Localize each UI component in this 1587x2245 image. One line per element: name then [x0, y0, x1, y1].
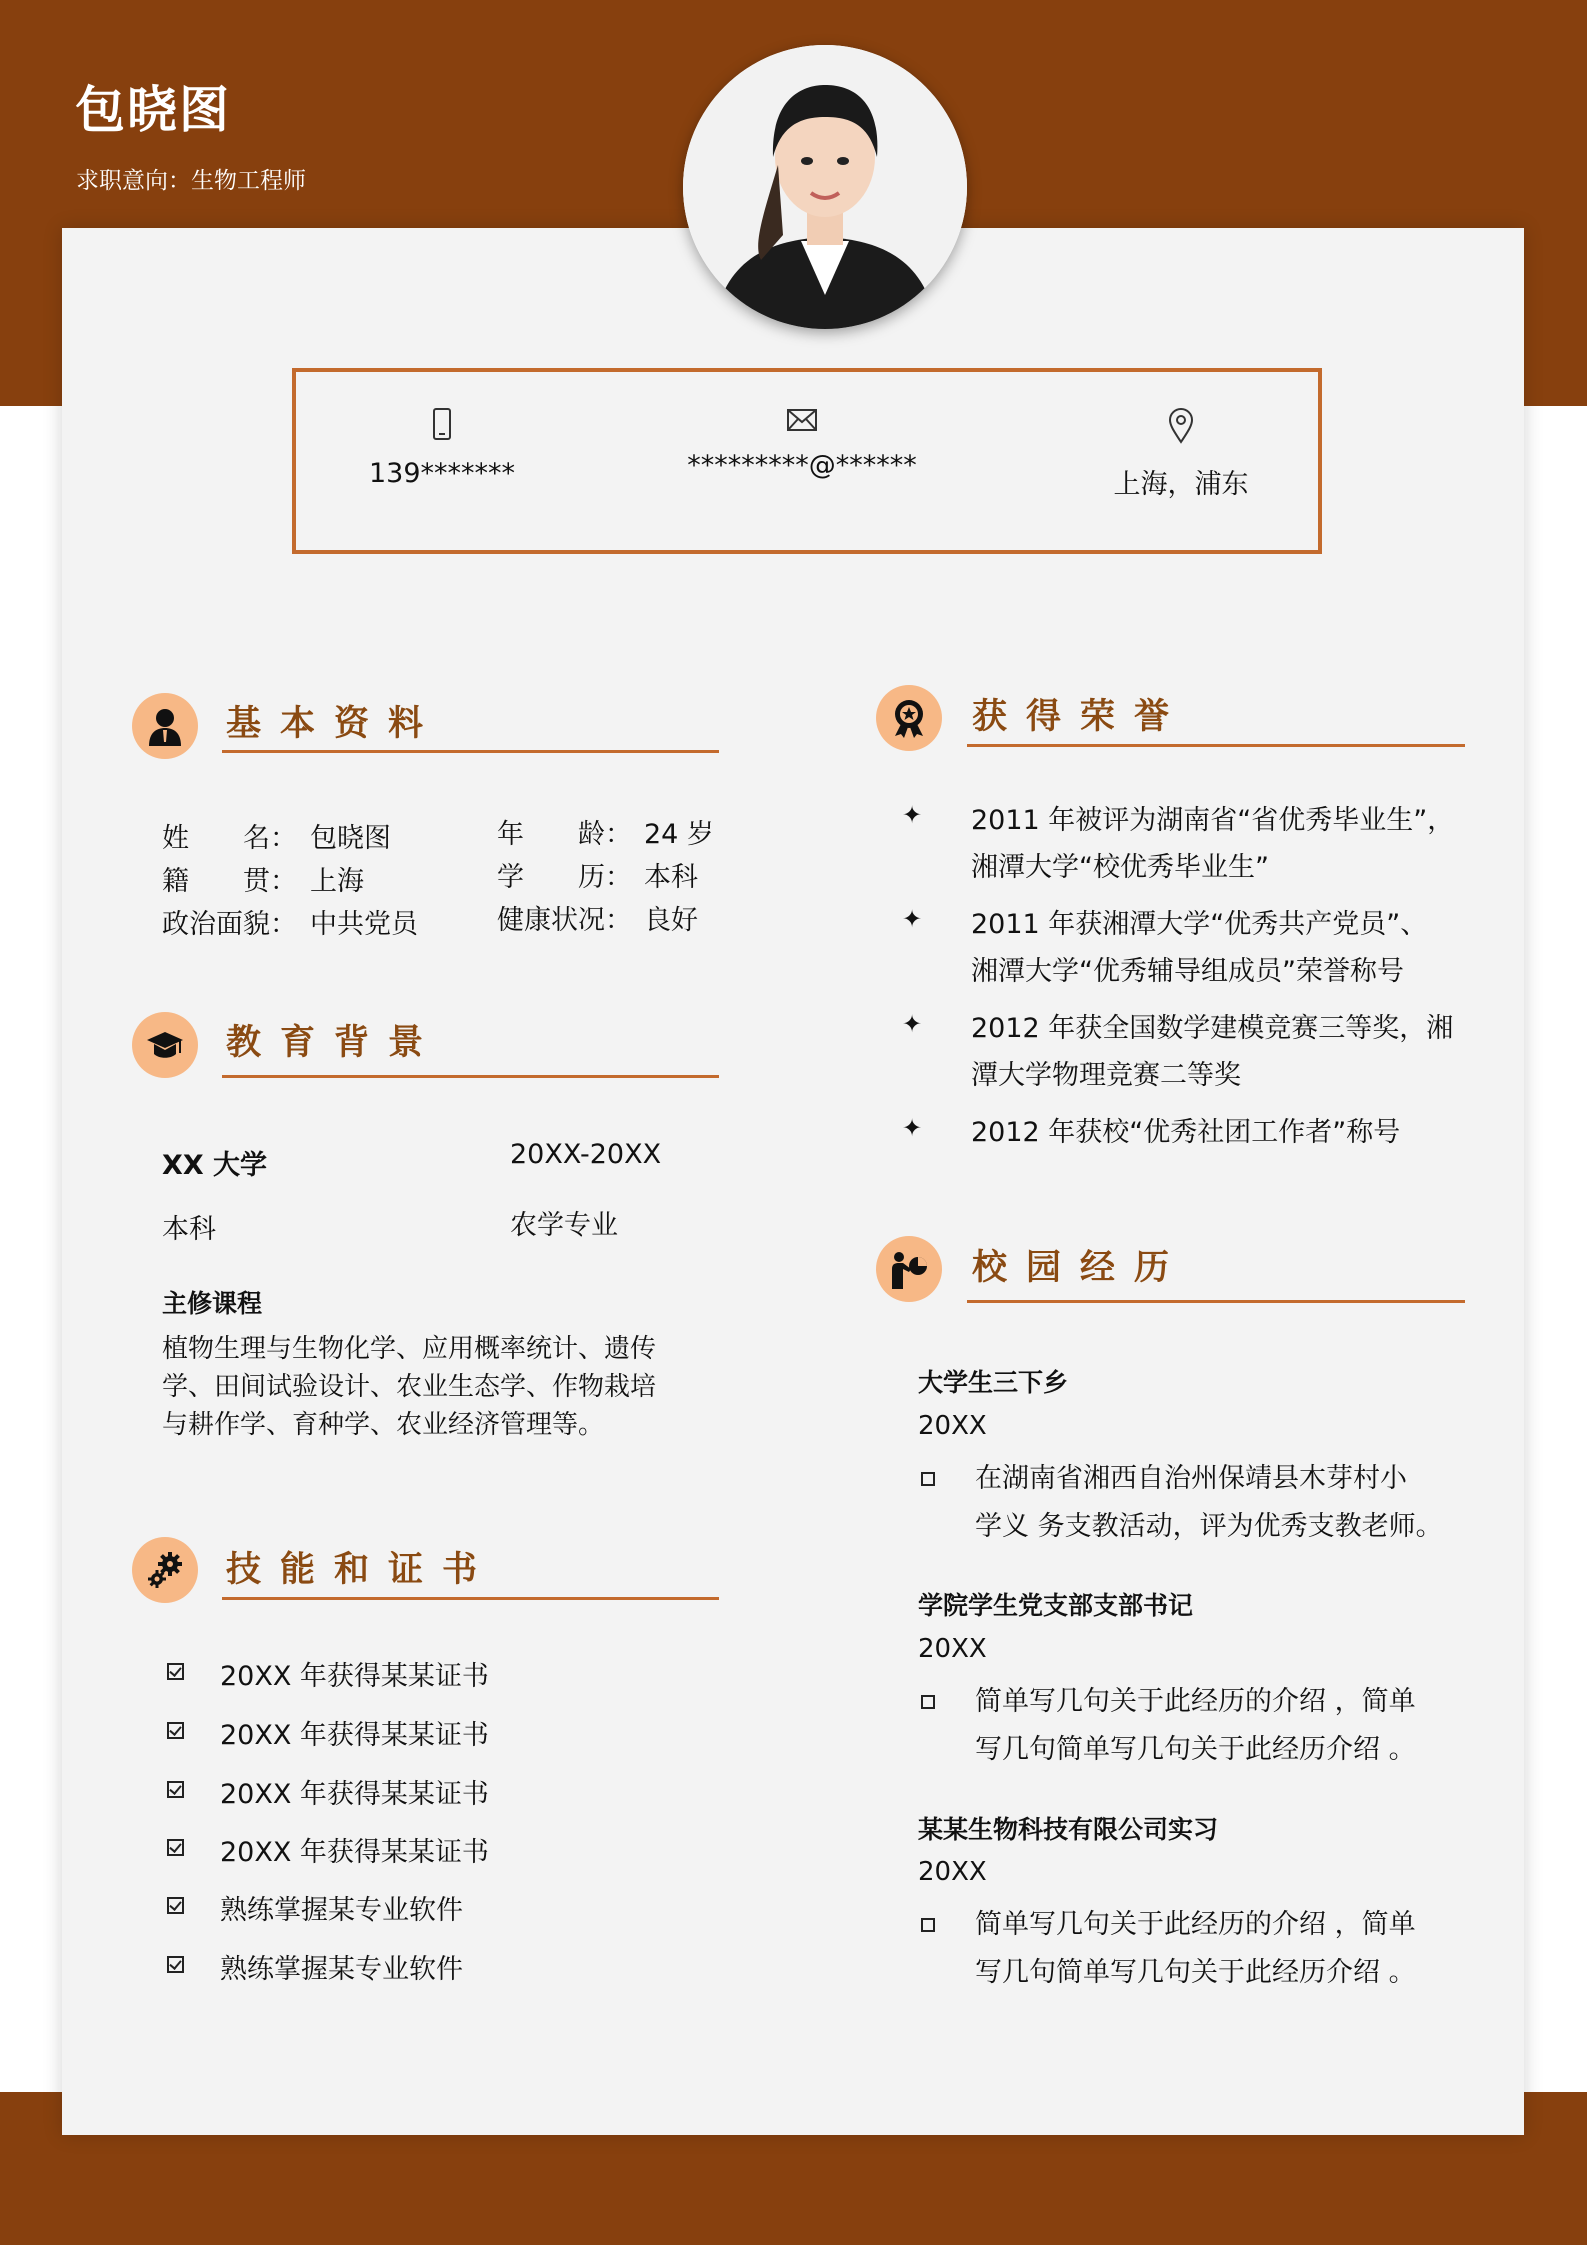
edu-school: XX 大学 [162, 1150, 268, 1181]
honors-underline [967, 744, 1465, 747]
skills-title: 技能和证书 [226, 1550, 497, 1590]
skills-icon-badge [132, 1537, 198, 1603]
campus-item-desc [975, 1901, 1495, 1997]
square-bullet-icon [921, 1695, 935, 1709]
person-icon [145, 706, 185, 746]
basic-age-label: 年 龄： [497, 819, 632, 850]
star-bullet-icon: ✦ [902, 905, 923, 933]
contact-location [1031, 372, 1331, 501]
campus-item-year: 20XX [918, 1857, 987, 1887]
honor-item [971, 797, 1491, 891]
gears-icon [145, 1550, 185, 1590]
education-icon-badge [132, 1012, 198, 1078]
campus-title: 校园经历 [972, 1248, 1189, 1288]
contact-box [292, 368, 1322, 554]
basic-hometown-label: 籍 贯： [162, 866, 297, 897]
basic-education-label: 学 历： [497, 862, 632, 893]
edu-degree: 本科 [162, 1214, 216, 1245]
skill-item: 20XX 年获得某某证书 [220, 1837, 489, 1868]
honor-item [971, 1005, 1491, 1099]
campus-item-name: 学院学生党支部支部书记 [918, 1591, 1194, 1620]
honor-line: 2011 年获湘潭大学“优秀共产党员”、 [971, 909, 1428, 940]
award-medal-icon [889, 698, 929, 738]
honor-line: 湘潭大学“校优秀毕业生” [971, 852, 1269, 883]
campus-desc-line: 在湖南省湘西自治州保靖县木芽村小 [975, 1463, 1407, 1494]
basic-health-label: 健康状况： [497, 905, 632, 936]
phone-text: 139******* [368, 458, 516, 489]
email-text: *********@****** [687, 450, 917, 481]
edu-courses [162, 1330, 722, 1444]
checkbox-icon [167, 1663, 184, 1680]
campus-item-desc [975, 1678, 1495, 1774]
profile-photo [683, 45, 967, 329]
mail-icon [787, 408, 817, 432]
education-underline [222, 1075, 719, 1078]
campus-item-desc [975, 1455, 1495, 1551]
honor-line: 2012 年获校“优秀社团工作者”称号 [971, 1117, 1401, 1148]
campus-desc-line: 学义 务支教活动，评为优秀支教老师。 [975, 1511, 1443, 1542]
basic-hometown-value: 上海 [310, 866, 364, 897]
basic-health-value: 良好 [644, 905, 698, 936]
location-pin-icon [1168, 408, 1194, 444]
honor-line: 湘潭大学“优秀辅导组成员”荣誉称号 [971, 956, 1404, 987]
basic-name-label: 姓 名： [162, 823, 297, 854]
star-bullet-icon: ✦ [902, 1010, 923, 1038]
campus-icon-badge [876, 1236, 942, 1302]
basic-age-value: 24 岁 [644, 819, 714, 850]
location-text: 上海，浦东 [1113, 469, 1249, 500]
honors-title: 获得荣誉 [972, 697, 1189, 737]
honor-line: 2011 年被评为湖南省“省优秀毕业生”， [971, 805, 1455, 836]
campus-desc-line: 写几句简单写几句关于此经历介绍 。 [975, 1734, 1416, 1765]
basic-politics-label: 政治面貌： [162, 909, 297, 940]
job-intent: 求职意向：生物工程师 [76, 168, 306, 194]
basic-info-underline [222, 750, 719, 753]
checkbox-icon [167, 1722, 184, 1739]
basic-info-title: 基本资料 [226, 704, 443, 744]
square-bullet-icon [921, 1472, 935, 1486]
contact-phone [292, 372, 592, 489]
presenter-chart-icon [889, 1249, 929, 1289]
skill-item: 20XX 年获得某某证书 [220, 1720, 489, 1751]
campus-item-year: 20XX [918, 1411, 987, 1441]
person-portrait-icon [683, 45, 967, 329]
honor-line: 潭大学物理竞赛二等奖 [971, 1060, 1241, 1091]
campus-desc-line: 简单写几句关于此经历的介绍 ，简单 [975, 1909, 1416, 1940]
honor-item [971, 901, 1491, 995]
edu-courses-line: 植物生理与生物化学、应用概率统计、遗传 [162, 1334, 657, 1364]
star-bullet-icon: ✦ [902, 801, 923, 829]
checkbox-icon [167, 1897, 184, 1914]
edu-courses-line: 学、田间试验设计、农业生态学、作物栽培 [162, 1372, 657, 1402]
edu-major: 农学专业 [510, 1210, 618, 1241]
star-bullet-icon: ✦ [902, 1114, 923, 1142]
honors-icon-badge [876, 685, 942, 751]
square-bullet-icon [921, 1918, 935, 1932]
campus-desc-line: 写几句简单写几句关于此经历介绍 。 [975, 1957, 1416, 1988]
basic-info-icon-badge [132, 693, 198, 759]
campus-item-name: 大学生三下乡 [918, 1368, 1069, 1397]
basic-name-value: 包晓图 [310, 823, 391, 854]
campus-desc-line: 简单写几句关于此经历的介绍 ，简单 [975, 1686, 1416, 1717]
basic-education-value: 本科 [644, 862, 698, 893]
graduation-cap-icon [145, 1025, 185, 1065]
candidate-name: 包晓图 [75, 81, 231, 139]
edu-courses-line: 与耕作学、育种学、农业经济管理等。 [162, 1410, 605, 1440]
phone-icon [432, 408, 452, 440]
honor-item [971, 1109, 1491, 1156]
skills-underline [222, 1597, 719, 1600]
edu-courses-title: 主修课程 [162, 1289, 263, 1318]
basic-politics-value: 中共党员 [310, 909, 418, 940]
skill-item: 熟练掌握某专业软件 [220, 1954, 463, 1985]
campus-item-name: 某某生物科技有限公司实习 [918, 1815, 1219, 1844]
skill-item: 20XX 年获得某某证书 [220, 1661, 489, 1692]
education-title: 教育背景 [226, 1023, 443, 1063]
edu-period: 20XX-20XX [510, 1139, 662, 1170]
checkbox-icon [167, 1781, 184, 1798]
campus-underline [967, 1300, 1465, 1303]
skill-item: 熟练掌握某专业软件 [220, 1895, 463, 1926]
skill-item: 20XX 年获得某某证书 [220, 1779, 489, 1810]
contact-email [652, 372, 952, 481]
honor-line: 2012 年获全国数学建模竞赛三等奖，湘 [971, 1013, 1454, 1044]
checkbox-icon [167, 1956, 184, 1973]
campus-item-year: 20XX [918, 1634, 987, 1664]
checkbox-icon [167, 1839, 184, 1856]
